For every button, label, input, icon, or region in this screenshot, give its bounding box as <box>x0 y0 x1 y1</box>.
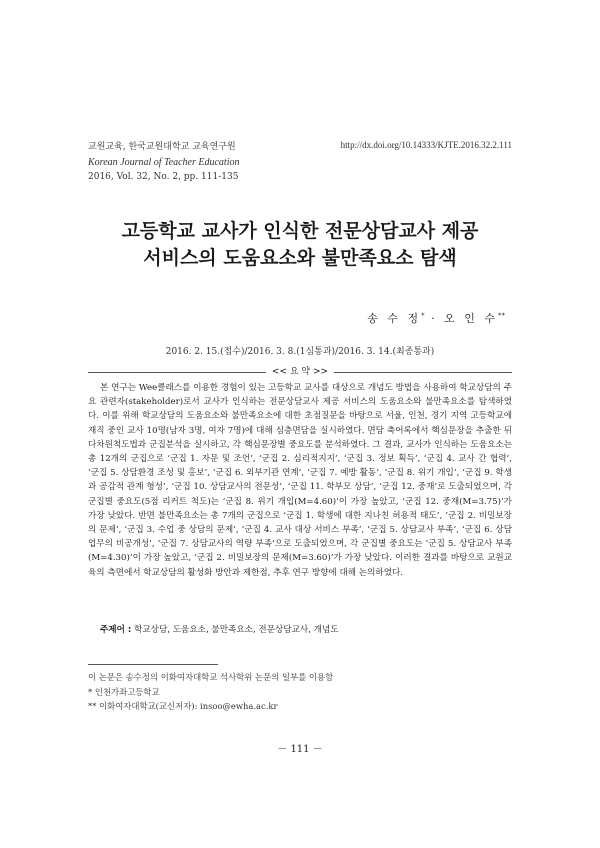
author-separator: · <box>424 312 445 325</box>
publisher-ko: 교원교육, 한국교원대학교 교육연구원 <box>88 142 236 152</box>
journal-name-en: Korean Journal of Teacher Education <box>88 157 240 168</box>
footnote-rule <box>88 664 218 665</box>
page-number: － 111 － <box>277 744 323 755</box>
footnote-1: 이 논문은 송수정의 이화여자대학교 석사학위 논문의 일부를 이용함 <box>88 672 334 682</box>
footnote-2: * 인천가좌고등학교 <box>88 686 160 697</box>
title-line-1: 고등학교 교사가 인식한 전문상담교사 제공 <box>121 220 479 242</box>
author-2: 오 인 수 <box>444 312 498 325</box>
submission-dates: 2016. 2. 15.(접수)/2016. 3. 8.(1심통과)/2016. 3. 14.(최종통과) <box>165 347 435 357</box>
abstract-divider <box>88 366 512 378</box>
keywords-label: 주제어 : <box>100 625 132 635</box>
keywords <box>100 623 512 635</box>
author-list <box>367 310 505 326</box>
title-line-2: 서비스의 도움요소와 불만족요소 탐색 <box>143 247 457 269</box>
footnotes <box>88 670 333 714</box>
author-1: 송 수 정 <box>367 312 422 325</box>
footnote-3: ** 이화여자대학교(교신저자): insoo@ewha.ac.kr <box>88 701 278 712</box>
abstract-body: 본 연구는 Wee클래스를 이용한 경험이 있는 고등학교 교사를 대상으로 개념도 방법을 사용하여 학교상담의 주요 관련자(stakeholder)로서 교사가 인식하는 전문상담교사 제공 서비스의 도움요소와 불만족요소를 탐색하였다. 이를 위해 학교상담의 도움요소와 불만족요소에 대한 초점질문을 바탕으로 서울, 인천, 경기 지역 고등학교에 재직 중인 교사 10명(남자 3명, 여자 7명)에 대해 심층면담을 실시하였다. 면담 축어록에서 핵심문장을 추출한 뒤 다차원척도법과 군집분석을 실시하고, 각 핵심문장별 중요도를 분석하였다. 그 결과, 교사가 인식하는 도움요소는 총 12개의 군집으로 ‘군집 1. 자문 및 조언’, ‘군집 2. 심리적지지’, ‘군집 3. 정보 획득’, ‘군집 4. 교사 간 협력’, ‘군집 5. 상담환경 조성 및 홍보’, ‘군집 6. 외부기관 연계’, ‘군집 7. 예방 활동’, ‘군집 8. 위기 개입’, ‘군집 9. 학생과 공감적 관계 형성’, ‘군집 10. 상담교사의 전문성’, ‘군집 11. 학부모 상담’, ‘군집 12. 중재’로 도출되었으며, 각 군집별 중요도(5점 리커트 척도)는 ‘군집 8. 위기 개입(M=4.60)’이 가장 높았고, ‘군집 12. 중재(M=3.75)’가 가장 낮았다. 반면 불만족요소는 총 7개의 군집으로 ‘군집 1. 학생에 대한 지나친 허용적 태도’, ‘군집 2. 비밀보장의 문제’, ‘군집 3. 수업 중 상담의 문제’, ‘군집 4. 교사 대상 서비스 부족’, ‘군집 5. 상담교사 부족’, ‘군집 6. 상담 업무의 비공개성’, ‘군집 7. 상담교사의 역량 부족’으로 도출되었으며, 각 군집별 중요도는 ‘군집 5. 상담교사 부족(M=4.30)’이 가장 높았고, ‘군집 2. 비밀보장의 문제(M=3.60)’가 가장 낮았다. 이러한 결과를 바탕으로 교원교육의 측면에서 학교상담의 활성화 방안과 제한점, 추후 연구 방향에 대해 논의하였다. <box>88 383 512 578</box>
volume-info: 2016, Vol. 32, No. 2, pp. 111-135 <box>88 172 239 182</box>
journal-header <box>88 140 239 185</box>
author-1-mark: * <box>421 311 425 320</box>
keywords-text: 학교상담, 도움요소, 불만족요소, 전문상담교사, 개념도 <box>134 625 339 635</box>
doi-link[interactable]: http://dx.doi.org/10.14333/KJTE.2016.32.2.111 <box>340 140 512 150</box>
abstract-label: << 요 약 >> <box>266 366 334 378</box>
author-2-mark: ** <box>498 311 505 320</box>
paper-title <box>0 218 600 272</box>
